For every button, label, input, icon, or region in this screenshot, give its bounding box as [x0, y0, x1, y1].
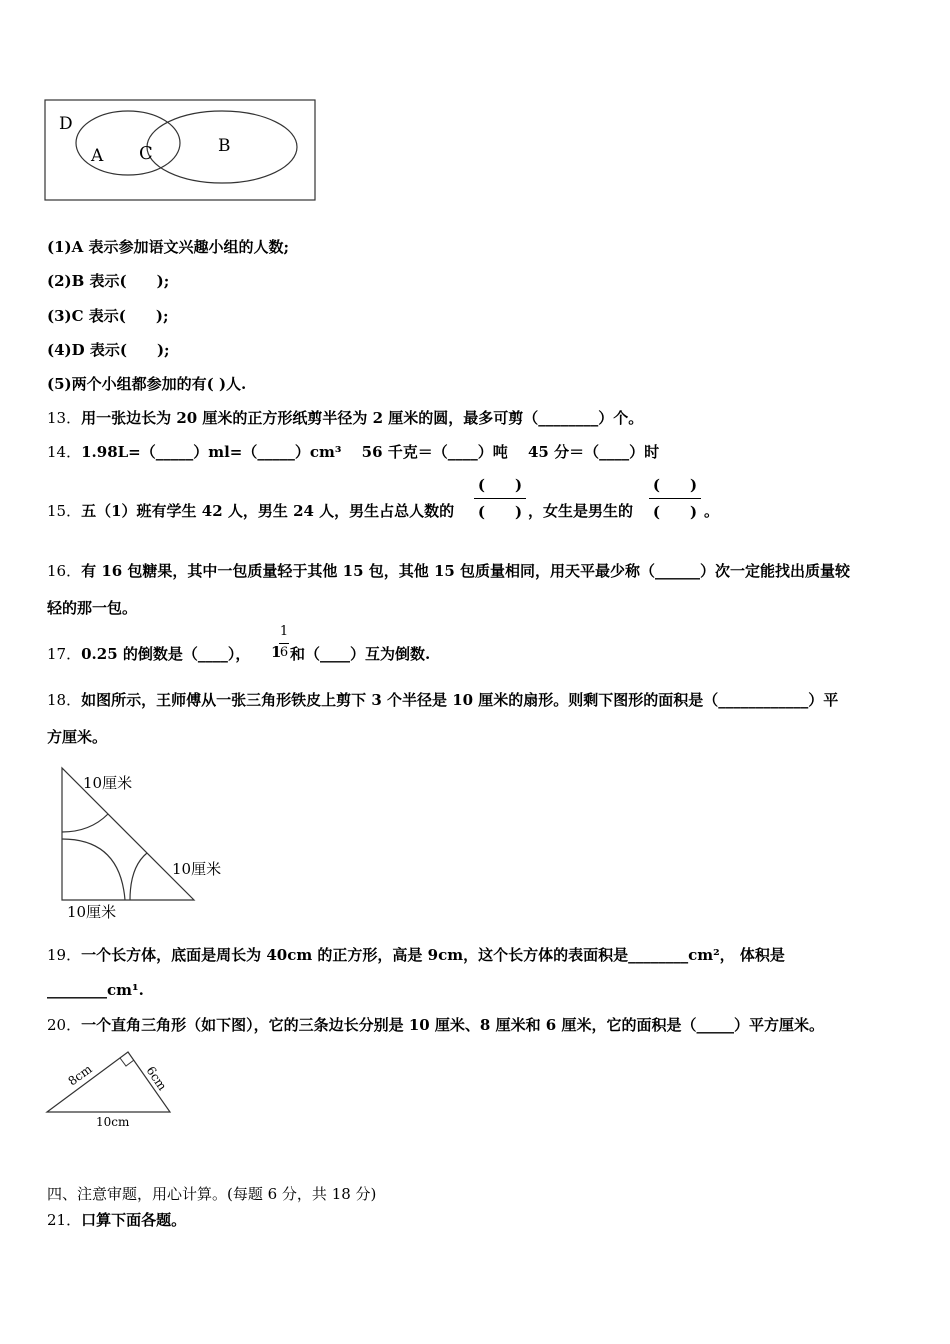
right-angle-mark: [120, 1058, 134, 1066]
question-number: 16．: [47, 562, 82, 580]
sub-item-3: (3)C 表示( );: [47, 307, 169, 325]
venn-diagram: [44, 99, 318, 203]
question-text: 如图所示，王师傅从一张三角形铁皮上剪下 3 个半径是 10 厘米的扇形。则剩下图形的面积是（____________）平: [81, 691, 839, 709]
fraction-2-denominator: ( ): [652, 503, 698, 521]
question-number: 13．: [47, 409, 82, 427]
mixed-number-numerator: 1: [279, 624, 289, 639]
mixed-number-bar: [279, 643, 289, 644]
question-text: 一个长方体，底面是周长为 40cm 的正方形，高是 9cm，这个长方体的表面积是________cm²， 体积是: [81, 946, 785, 964]
question-20: [47, 1014, 824, 1035]
question-text: 五（1）班有学生 42 人，男生 24 人，男生占总人数的: [81, 502, 455, 520]
question-14: [47, 441, 659, 462]
venn-frame: [45, 100, 315, 200]
question-text: 1.98L=（_____）ml=（_____）cm³ 56 千克＝（____）吨 45 分＝（____）时: [81, 443, 660, 461]
question-number: 19．: [47, 946, 82, 964]
question-16: [47, 560, 850, 581]
sub-item-5: (5)两个小组都参加的有( )人.: [47, 375, 247, 393]
question-19: [47, 944, 785, 965]
question-text: 有 16 包糖果，其中一包质量轻于其他 15 包，其他 15 包质量相同，用天平最少称（______）次一定能找出质量较: [81, 562, 851, 580]
question-15-text-3: 。: [704, 502, 720, 520]
question-number: 20．: [47, 1016, 82, 1034]
question-18: [47, 689, 838, 710]
mixed-number-denominator: 6: [279, 645, 289, 660]
question-16-line-2: 轻的那一包。: [47, 599, 138, 617]
section-4-title: 四、注意审题，用心计算。(每题 6 分，共 18 分): [47, 1185, 377, 1203]
venn-label-b: B: [218, 136, 231, 156]
question-number: 21．: [47, 1211, 82, 1229]
sub-item-2: (2)B 表示( );: [47, 272, 170, 290]
fraction-2-numerator: ( ): [652, 476, 698, 494]
fraction-1-numerator: ( ): [477, 476, 523, 494]
label-6cm: 6cm: [143, 1063, 170, 1094]
label-8cm: 8cm: [65, 1061, 95, 1089]
fraction-1-bar: [474, 498, 526, 499]
label-bottom: 10厘米: [67, 903, 117, 921]
question-text: 用一张边长为 20 厘米的正方形纸剪半径为 2 厘米的圆，最多可剪（________）个。: [81, 409, 644, 427]
question-15: [47, 500, 454, 521]
triangle-sectors-figure: [55, 762, 245, 924]
question-13: [47, 407, 643, 428]
question-number: 18．: [47, 691, 82, 709]
label-10cm: 10cm: [96, 1115, 130, 1129]
question-number: 17．: [47, 645, 82, 663]
question-text: 0.25 的倒数是（____），: [81, 645, 251, 663]
question-text: 一个直角三角形（如下图），它的三条边长分别是 10 厘米、8 厘米和 6 厘米，它的面积是（_____）平方厘米。: [81, 1016, 824, 1034]
question-17-text-2: 和（____）互为倒数.: [290, 645, 431, 663]
venn-label-c: C: [139, 143, 153, 164]
fraction-1-denominator: ( ): [477, 503, 523, 521]
sector-arc-top: [62, 814, 108, 832]
fraction-2-bar: [649, 498, 701, 499]
venn-label-d: D: [59, 114, 73, 134]
question-number: 14．: [47, 443, 82, 461]
question-17: [47, 643, 250, 664]
right-triangle-figure: [40, 1048, 180, 1130]
mixed-number-whole: 1: [271, 643, 282, 661]
sector-arc-right: [130, 853, 147, 900]
sub-item-1: (1)A 表示参加语文兴趣小组的人数;: [47, 238, 290, 256]
venn-label-a: A: [91, 146, 104, 166]
question-15-text-2: ，女生是男生的: [528, 502, 634, 520]
question-text: 口算下面各题。: [81, 1211, 187, 1229]
question-18-line-2: 方厘米。: [47, 728, 108, 746]
label-right: 10厘米: [172, 860, 222, 878]
question-number: 15．: [47, 502, 82, 520]
question-19-line-2: ________cm¹.: [47, 981, 144, 999]
sub-item-4: (4)D 表示( );: [47, 341, 170, 359]
sector-arc-corner: [62, 839, 125, 900]
label-top: 10厘米: [83, 774, 133, 792]
question-21: [47, 1209, 186, 1230]
